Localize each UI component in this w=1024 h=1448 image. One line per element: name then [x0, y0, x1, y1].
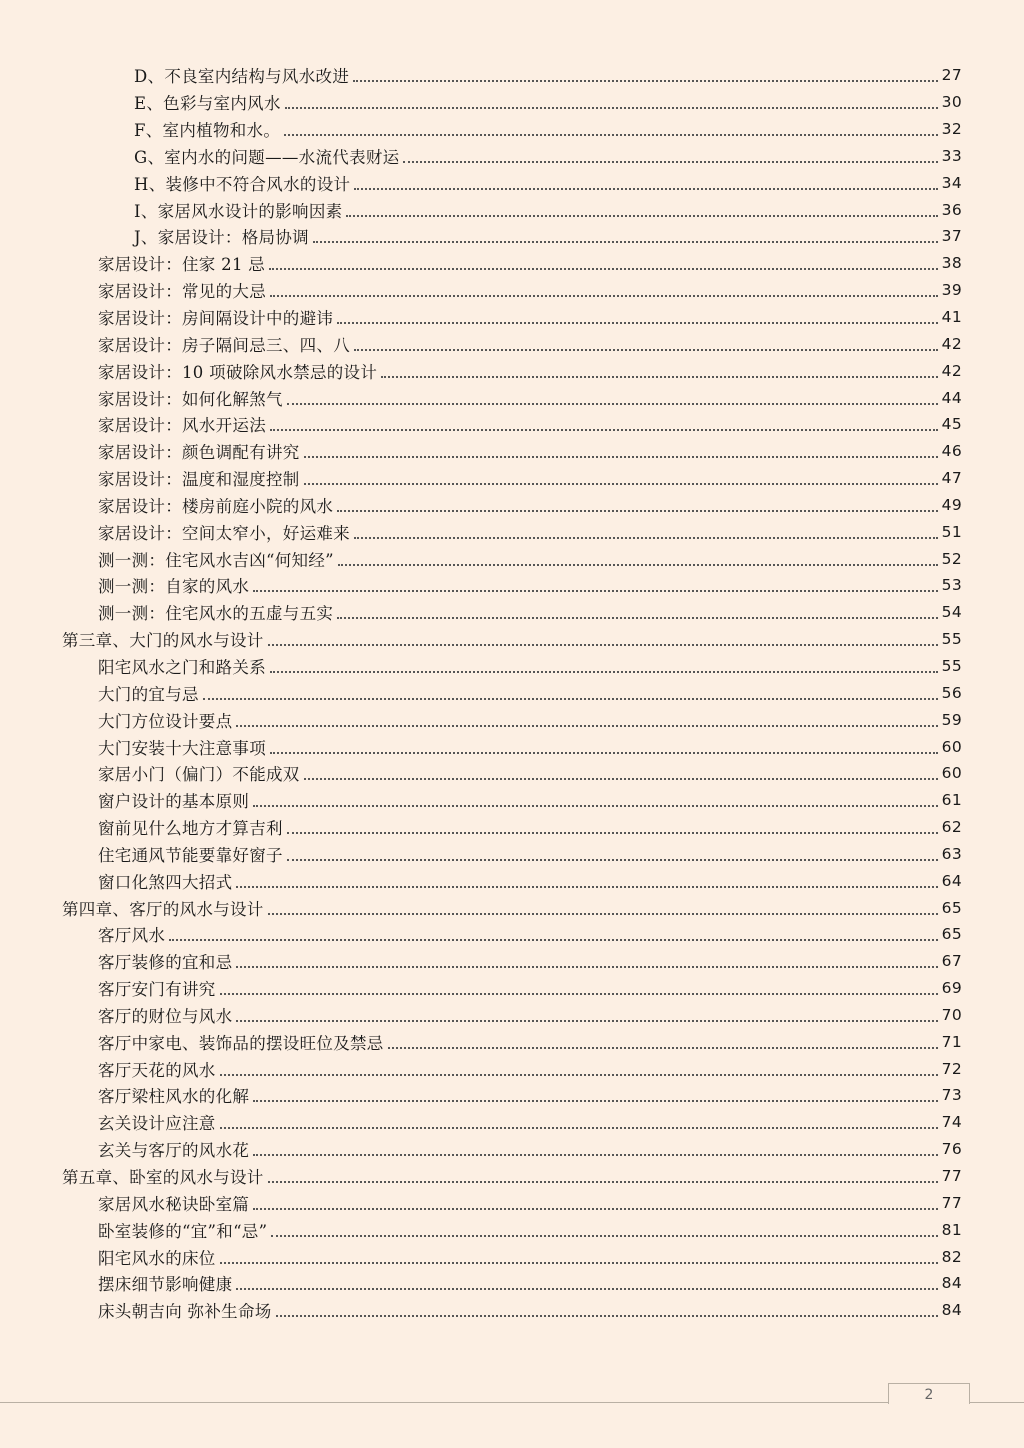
toc-dot-leader [313, 241, 938, 243]
toc-dot-leader [220, 1262, 938, 1264]
toc-entry[interactable] [0, 975, 1024, 1002]
toc-entry[interactable] [0, 518, 1024, 545]
toc-entry[interactable] [0, 599, 1024, 626]
toc-entry-title: 测一测：住宅风水吉凶“何知经” [98, 550, 334, 570]
toc-entry[interactable] [0, 89, 1024, 116]
toc-dot-leader [236, 1288, 937, 1290]
toc-entry[interactable] [0, 894, 1024, 921]
toc-entry[interactable] [0, 572, 1024, 599]
toc-dot-leader [236, 1020, 937, 1022]
toc-dot-leader [270, 752, 938, 754]
toc-entry-page: 61 [941, 791, 962, 810]
toc-entry[interactable] [0, 1055, 1024, 1082]
toc-entry-page: 71 [941, 1032, 962, 1051]
toc-entry-page: 65 [941, 898, 962, 917]
toc-entry[interactable] [0, 116, 1024, 143]
toc-entry[interactable] [0, 787, 1024, 814]
toc-entry[interactable] [0, 143, 1024, 170]
toc-dot-leader [269, 268, 938, 270]
toc-entry-page: 67 [941, 952, 962, 971]
toc-dot-leader [270, 295, 938, 297]
toc-dot-leader [388, 1047, 938, 1049]
toc-dot-leader [337, 322, 937, 324]
toc-entry-page: 60 [941, 764, 962, 783]
toc-dot-leader [220, 993, 938, 995]
toc-entry-title: 测一测：自家的风水 [98, 577, 250, 597]
toc-entry-page: 54 [941, 603, 962, 622]
toc-entry-page: 55 [941, 656, 962, 675]
toc-entry-title: 家居风水秘诀卧室篇 [98, 1194, 250, 1214]
toc-dot-leader [284, 134, 938, 136]
toc-entry-title: 家居设计：10 项破除风水禁忌的设计 [98, 362, 378, 382]
toc-entry[interactable] [0, 277, 1024, 304]
toc-entry[interactable] [0, 948, 1024, 975]
toc-entry-page: 30 [941, 93, 962, 112]
footer-rule-right [968, 1402, 1024, 1403]
toc-entry-page: 84 [941, 1301, 962, 1320]
toc-dot-leader [354, 537, 938, 539]
toc-entry-title: F、室内植物和水。 [134, 121, 281, 141]
toc-dot-leader [354, 188, 937, 190]
toc-entry-page: 60 [941, 737, 962, 756]
toc-entry-page: 51 [941, 522, 962, 541]
toc-dot-leader [270, 671, 938, 673]
toc-dot-leader [285, 107, 938, 109]
toc-entry[interactable] [0, 679, 1024, 706]
toc-entry-page: 70 [941, 1005, 962, 1024]
toc-entry-page: 37 [941, 227, 962, 246]
toc-entry-title: 摆床细节影响健康 [98, 1275, 233, 1295]
toc-dot-leader [353, 80, 938, 82]
toc-dot-leader [338, 564, 938, 566]
toc-entry[interactable] [0, 1297, 1024, 1324]
toc-entry-title: 阳宅风水的床位 [98, 1248, 216, 1268]
toc-dot-leader [304, 483, 938, 485]
toc-entry-title: 家居设计：颜色调配有讲究 [98, 443, 300, 463]
toc-entry[interactable] [0, 921, 1024, 948]
toc-dot-leader [270, 429, 938, 431]
toc-entry[interactable] [0, 706, 1024, 733]
footer-rule [0, 1402, 888, 1403]
toc-entry[interactable] [0, 653, 1024, 680]
toc-entry-page: 73 [941, 1086, 962, 1105]
toc-dot-leader [337, 510, 937, 512]
toc-dot-leader [236, 725, 937, 727]
toc-entry-page: 77 [941, 1167, 962, 1186]
toc-entry-page: 41 [941, 308, 962, 327]
toc-entry-title: D、不良室内结构与风水改进 [134, 67, 350, 87]
toc-entry-page: 27 [941, 66, 962, 85]
toc-entry-title: 床头朝吉向 弥补生命场 [98, 1302, 272, 1322]
toc-entry-title: 客厅梁柱风水的化解 [98, 1087, 250, 1107]
toc-entry[interactable] [0, 1216, 1024, 1243]
toc-entry-page: 42 [941, 334, 962, 353]
toc-entry[interactable] [0, 438, 1024, 465]
toc-dot-leader [287, 832, 938, 834]
toc-entry-page: 52 [941, 549, 962, 568]
toc-entry[interactable] [0, 250, 1024, 277]
toc-dot-leader [268, 1181, 938, 1183]
toc-entry[interactable] [0, 626, 1024, 653]
toc-entry[interactable] [0, 733, 1024, 760]
toc-entry-page: 64 [941, 871, 962, 890]
toc-dot-leader [253, 1154, 937, 1156]
toc-entry-title: 测一测：住宅风水的五虚与五实 [98, 604, 334, 624]
toc-dot-leader [337, 617, 937, 619]
toc-dot-leader [304, 778, 938, 780]
toc-dot-leader [287, 403, 938, 405]
toc-entry-title: 家居设计：风水开运法 [98, 416, 266, 436]
toc-dot-leader [276, 1315, 938, 1317]
toc-entry[interactable] [0, 1136, 1024, 1163]
toc-entry-title: 客厅天花的风水 [98, 1060, 216, 1080]
toc-entry[interactable] [0, 1163, 1024, 1190]
toc-entry-page: 53 [941, 576, 962, 595]
toc-entry-page: 33 [941, 146, 962, 165]
toc-entry-page: 72 [941, 1059, 962, 1078]
toc-entry[interactable] [0, 357, 1024, 384]
toc-entry-page: 69 [941, 979, 962, 998]
toc-entry-title: 大门方位设计要点 [98, 711, 233, 731]
toc-entry-title: 家居设计：空间太窄小，好运难来 [98, 523, 350, 543]
page-number: 2 [888, 1383, 970, 1404]
toc-dot-leader [236, 966, 937, 968]
toc-entry-title: 家居设计：温度和湿度控制 [98, 470, 300, 490]
toc-entry-page: 77 [941, 1193, 962, 1212]
toc-entry-title: 家居小门（偏门）不能成双 [98, 765, 300, 785]
toc-entry[interactable] [0, 1028, 1024, 1055]
toc-entry[interactable] [0, 1002, 1024, 1029]
toc-dot-leader [287, 859, 938, 861]
toc-dot-leader [253, 590, 937, 592]
toc-entry-title: 第四章、客厅的风水与设计 [62, 899, 264, 919]
toc-entry-page: 82 [941, 1247, 962, 1266]
toc-entry-title: 家居设计：如何化解煞气 [98, 389, 283, 409]
toc-dot-leader [268, 913, 938, 915]
toc-dot-leader [236, 886, 937, 888]
table-of-contents [0, 62, 1024, 1324]
toc-dot-leader [403, 161, 937, 163]
toc-entry[interactable] [0, 1243, 1024, 1270]
toc-entry[interactable] [0, 814, 1024, 841]
toc-entry-page: 63 [941, 844, 962, 863]
toc-entry-title: 第三章、大门的风水与设计 [62, 631, 264, 651]
toc-entry-title: 客厅安门有讲究 [98, 980, 216, 1000]
toc-entry-page: 38 [941, 254, 962, 273]
toc-entry-page: 39 [941, 281, 962, 300]
toc-entry-page: 84 [941, 1274, 962, 1293]
toc-entry[interactable] [0, 760, 1024, 787]
toc-entry[interactable] [0, 330, 1024, 357]
toc-dot-leader [271, 1235, 937, 1237]
toc-entry-page: 76 [941, 1140, 962, 1159]
toc-entry-page: 56 [941, 683, 962, 702]
toc-entry-page: 65 [941, 925, 962, 944]
toc-dot-leader [220, 1074, 938, 1076]
toc-entry-title: 窗前见什么地方才算吉利 [98, 819, 283, 839]
toc-entry[interactable] [0, 1270, 1024, 1297]
toc-entry-page: 55 [941, 630, 962, 649]
toc-entry[interactable] [0, 384, 1024, 411]
toc-entry-page: 81 [941, 1220, 962, 1239]
toc-entry[interactable] [0, 411, 1024, 438]
toc-entry-page: 32 [941, 120, 962, 139]
toc-entry-title: 窗户设计的基本原则 [98, 792, 250, 812]
toc-entry-page: 62 [941, 818, 962, 837]
toc-entry-title: 窗口化煞四大招式 [98, 872, 233, 892]
toc-entry-title: G、室内水的问题——水流代表财运 [134, 147, 400, 167]
toc-entry-title: 玄关与客厅的风水花 [98, 1141, 250, 1161]
toc-entry[interactable] [0, 492, 1024, 519]
toc-entry[interactable] [0, 169, 1024, 196]
toc-entry-title: 客厅中家电、装饰品的摆设旺位及禁忌 [98, 1033, 384, 1053]
toc-entry-page: 49 [941, 495, 962, 514]
toc-entry-page: 46 [941, 442, 962, 461]
toc-entry-title: 客厅风水 [98, 926, 166, 946]
toc-entry[interactable] [0, 62, 1024, 89]
toc-entry-title: 大门的宜与忌 [98, 684, 199, 704]
toc-dot-leader [304, 456, 938, 458]
toc-entry-page: 47 [941, 469, 962, 488]
toc-dot-leader [346, 215, 937, 217]
toc-entry-title: 家居设计：楼房前庭小院的风水 [98, 496, 334, 516]
toc-entry-page: 42 [941, 361, 962, 380]
toc-dot-leader [253, 805, 937, 807]
toc-entry[interactable] [0, 223, 1024, 250]
toc-dot-leader [169, 939, 937, 941]
toc-entry-title: 家居设计：房间隔设计中的避讳 [98, 309, 334, 329]
toc-entry[interactable] [0, 1082, 1024, 1109]
toc-entry-title: 家居设计：房子隔间忌三、四、八 [98, 335, 350, 355]
toc-dot-leader [354, 349, 938, 351]
toc-entry-title: J、家居设计：格局协调 [134, 228, 309, 248]
toc-entry-title: 阳宅风水之门和路关系 [98, 657, 266, 677]
toc-entry-title: 家居设计：常见的大忌 [98, 282, 266, 302]
toc-entry-title: 客厅装修的宜和忌 [98, 953, 233, 973]
toc-entry-page: 34 [941, 173, 962, 192]
toc-entry[interactable] [0, 1109, 1024, 1136]
toc-entry-page: 44 [941, 388, 962, 407]
toc-dot-leader [253, 1208, 937, 1210]
toc-dot-leader [268, 644, 938, 646]
toc-entry[interactable] [0, 1189, 1024, 1216]
toc-dot-leader [220, 1127, 938, 1129]
toc-dot-leader [253, 1100, 937, 1102]
toc-entry-page: 74 [941, 1113, 962, 1132]
toc-entry[interactable] [0, 840, 1024, 867]
toc-entry[interactable] [0, 465, 1024, 492]
toc-entry-title: 玄关设计应注意 [98, 1114, 216, 1134]
toc-entry-title: 客厅的财位与风水 [98, 1006, 233, 1026]
toc-entry-title: 家居设计：住家 21 忌 [98, 255, 266, 275]
toc-entry-title: 住宅通风节能要靠好窗子 [98, 845, 283, 865]
toc-dot-leader [203, 698, 938, 700]
toc-entry-page: 59 [941, 710, 962, 729]
toc-entry-title: 卧室装修的“宜”和“忌” [98, 1221, 268, 1241]
toc-entry[interactable] [0, 304, 1024, 331]
toc-entry-title: 大门安装十大注意事项 [98, 738, 266, 758]
toc-entry-title: E、色彩与室内风水 [134, 94, 281, 114]
toc-entry-title: 第五章、卧室的风水与设计 [62, 1168, 264, 1188]
toc-dot-leader [381, 376, 938, 378]
toc-entry-title: I、家居风水设计的影响因素 [134, 201, 343, 221]
toc-entry-page: 45 [941, 415, 962, 434]
toc-entry-page: 36 [941, 200, 962, 219]
toc-entry[interactable] [0, 867, 1024, 894]
toc-entry[interactable] [0, 545, 1024, 572]
toc-entry-title: H、装修中不符合风水的设计 [134, 174, 351, 194]
toc-entry[interactable] [0, 196, 1024, 223]
